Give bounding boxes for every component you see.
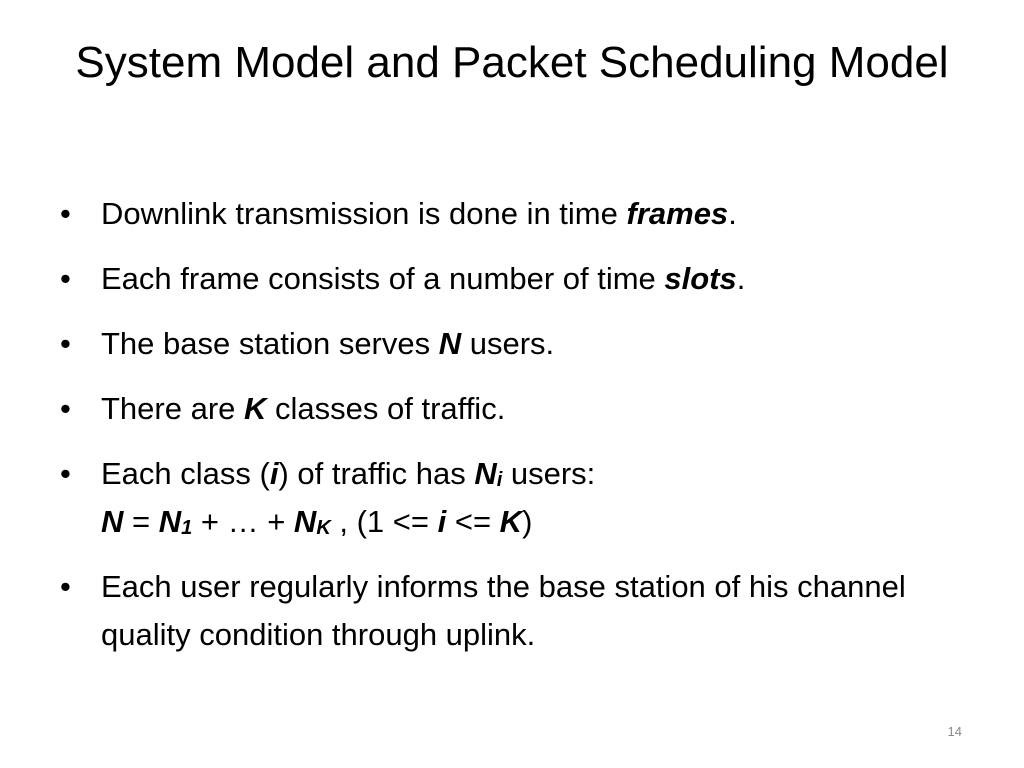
bullet-text: users. <box>461 326 555 361</box>
bullet-text: Each frame consists of a number of time <box>101 261 665 296</box>
symbol-i: i <box>269 456 279 491</box>
symbol-k: K <box>244 391 267 426</box>
bullet-text: Each user regularly informs the base station of his channel quality condition through uplink. <box>101 569 906 652</box>
punctuation: . <box>728 196 737 231</box>
subscript-1: 1 <box>181 517 193 539</box>
bullet-list <box>60 190 980 676</box>
slide-title: System Model and Packet Scheduling Model <box>75 38 949 87</box>
bullet-item-frames <box>60 190 980 238</box>
symbol-k: K <box>499 504 523 539</box>
symbol-n: N <box>158 504 182 539</box>
bullet-text: There are <box>101 391 245 426</box>
bullet-marker: • <box>60 196 71 231</box>
bullet-text: Each class ( <box>101 456 270 491</box>
equation-text: ) <box>522 504 533 539</box>
subscript-k: K <box>316 517 331 539</box>
bullet-item-class-users <box>60 450 980 546</box>
symbol-n: N <box>438 326 462 361</box>
bullet-marker: • <box>60 456 71 491</box>
punctuation: . <box>736 261 746 296</box>
bullet-text: users: <box>502 456 596 491</box>
equation-text: + … + <box>192 504 294 539</box>
symbol-i: i <box>437 504 447 539</box>
bullet-item-classes <box>60 385 980 433</box>
equation-text: <= <box>446 504 500 539</box>
symbol-n: N <box>293 504 317 539</box>
bullet-item-users <box>60 320 980 368</box>
equation-text: = <box>123 504 159 539</box>
bullet-text: The base station serves <box>101 326 439 361</box>
bullet-text: Downlink transmission is done in time <box>101 196 627 231</box>
term-slots: slots <box>664 261 737 296</box>
equation-text: , (1 <= <box>330 504 438 539</box>
bullet-item-uplink <box>60 563 980 659</box>
bullet-text: classes of traffic. <box>266 391 506 426</box>
slide-number: 14 <box>947 724 962 739</box>
bullet-item-slots <box>60 255 980 303</box>
symbol-n: N <box>474 456 497 491</box>
symbol-n: N <box>101 504 124 539</box>
bullet-text: ) of traffic has <box>278 456 475 491</box>
bullet-marker: • <box>60 391 71 426</box>
subscript-i: i <box>496 469 503 491</box>
bullet-marker: • <box>60 326 71 361</box>
bullet-marker: • <box>60 569 71 604</box>
term-frames: frames <box>626 196 729 231</box>
bullet-marker: • <box>60 261 71 296</box>
